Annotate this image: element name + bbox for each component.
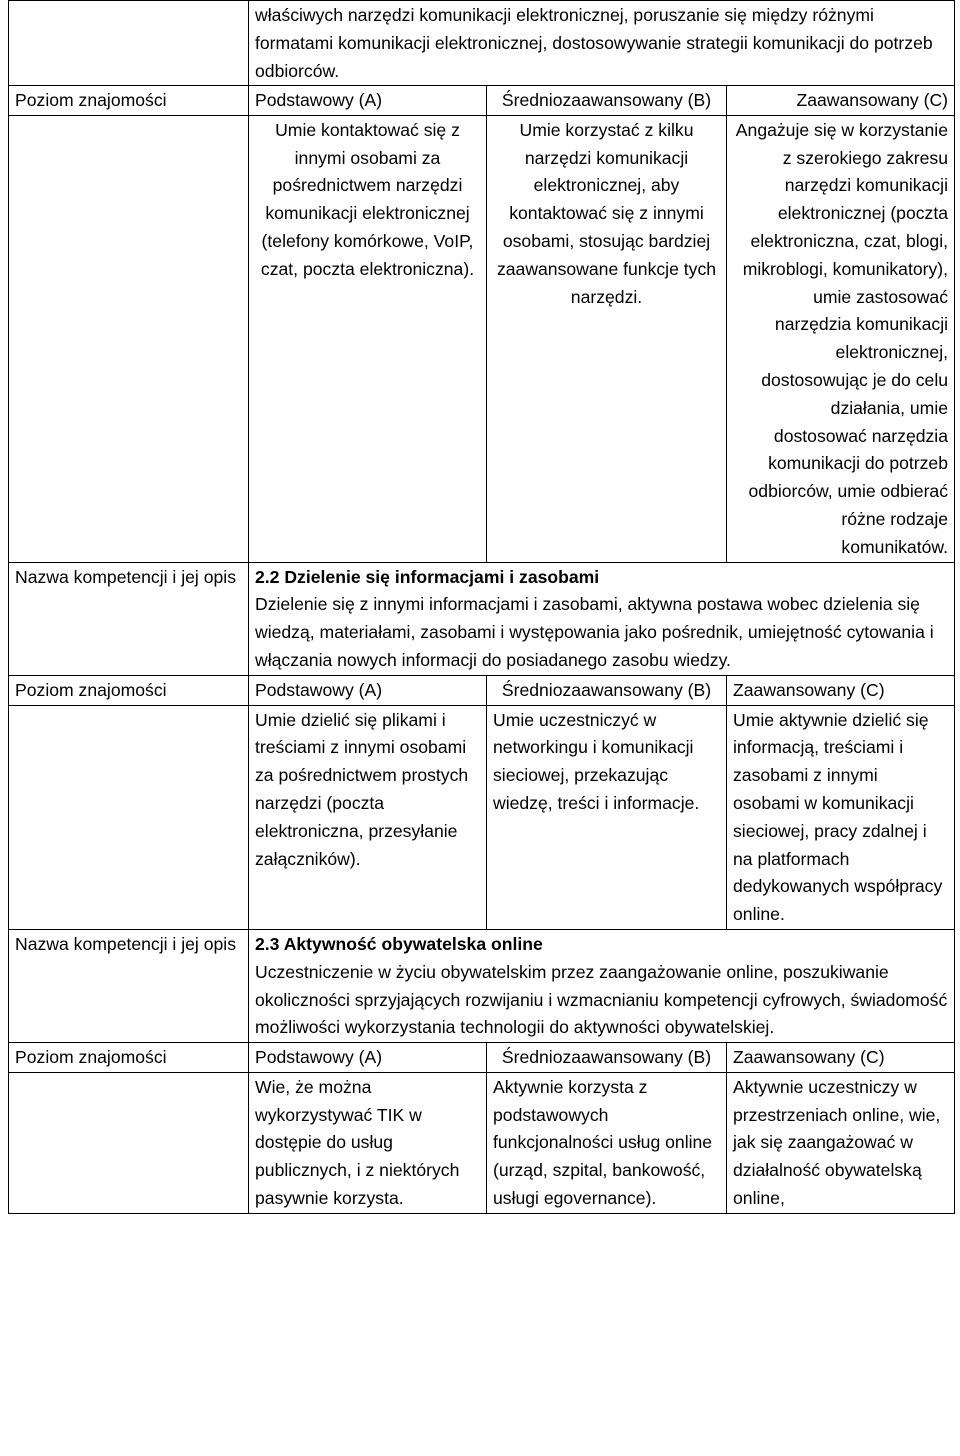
level-description-row bbox=[9, 705, 955, 929]
level-description-row bbox=[9, 115, 955, 562]
level-intermediate-description: Aktywnie korzysta z podstawowych funkcjonalności usług online (urząd, szpital, bankowość, usługi egovernance). bbox=[487, 1072, 727, 1213]
level-intermediate-header: Średniozaawansowany (B) bbox=[487, 675, 727, 705]
level-header-label: Poziom znajomości bbox=[9, 86, 249, 116]
empty-cell bbox=[9, 1072, 249, 1213]
level-intermediate-header: Średniozaawansowany (B) bbox=[487, 1043, 727, 1073]
level-intermediate-description: Umie korzystać z kilku narzędzi komunikacji elektronicznej, aby kontaktować się z innymi osobami, stosując bardziej zaawansowane funkcje tych narzędzi. bbox=[487, 115, 727, 562]
competence-description-cell bbox=[249, 929, 955, 1042]
competence-description: Dzielenie się z innymi informacjami i zasobami, aktywna postawa wobec dzielenia się wiedzą, materiałami, zasobami i występowania jako pośrednik, umiejętność cytowania i włączania nowych informacji do posiadanego zasobu wiedzy. bbox=[255, 594, 934, 670]
level-basic-description: Umie kontaktować się z innymi osobami za pośrednictwem narzędzi komunikacji elektronicznej (telefony komórkowe, VoIP, czat, poczta elektroniczna). bbox=[249, 115, 487, 562]
competence-row bbox=[9, 929, 955, 1042]
level-advanced-header: Zaawansowany (C) bbox=[727, 1043, 955, 1073]
level-basic-header: Podstawowy (A) bbox=[249, 1043, 487, 1073]
level-advanced-description: Umie aktywnie dzielić się informacją, treściami i zasobami z innymi osobami w komunikacji sieciowej, pracy zdalnej i na platformach dedykowanych współpracy online. bbox=[727, 705, 955, 929]
empty-cell bbox=[9, 115, 249, 562]
level-description-row bbox=[9, 1072, 955, 1213]
level-intermediate-header: Średniozaawansowany (B) bbox=[487, 86, 727, 116]
competence-label: Nazwa kompetencji i jej opis bbox=[9, 929, 249, 1042]
level-basic-header: Podstawowy (A) bbox=[249, 675, 487, 705]
level-basic-description: Umie dzielić się plikami i treściami z innymi osobami za pośrednictwem prostych narzędzi (poczta elektroniczna, przesyłanie załączników). bbox=[249, 705, 487, 929]
competence-description: Uczestniczenie w życiu obywatelskim przez zaangażowanie online, poszukiwanie okoliczności sprzyjających rozwijaniu i wzmacnianiu kompetencji cyfrowych, świadomość możliwości wykorzystania technologii do aktywności obywatelskiej. bbox=[255, 961, 948, 1038]
level-advanced-description: Aktywnie uczestniczy w przestrzeniach online, wie, jak się zaangażować w działalność obywatelską online, bbox=[727, 1072, 955, 1213]
competence-description-cell bbox=[249, 562, 955, 675]
level-header-row bbox=[9, 675, 955, 705]
competence-label: Nazwa kompetencji i jej opis bbox=[9, 562, 249, 675]
empty-cell bbox=[9, 705, 249, 929]
level-advanced-header: Zaawansowany (C) bbox=[727, 675, 955, 705]
level-advanced-header: Zaawansowany (C) bbox=[727, 86, 955, 116]
empty-label-cell bbox=[9, 1, 249, 86]
continuation-row bbox=[9, 1, 955, 86]
level-basic-header: Podstawowy (A) bbox=[249, 86, 487, 116]
level-header-label: Poziom znajomości bbox=[9, 1043, 249, 1073]
competence-title: 2.3 Aktywność obywatelska online bbox=[255, 933, 543, 954]
level-basic-description: Wie, że można wykorzystywać TIK w dostępie do usług publicznych, i z niektórych pasywnie korzysta. bbox=[249, 1072, 487, 1213]
level-header-row bbox=[9, 1043, 955, 1073]
level-header-row bbox=[9, 86, 955, 116]
competence-table bbox=[8, 0, 955, 1214]
level-intermediate-description: Umie uczestniczyć w networkingu i komunikacji sieciowej, przekazując wiedzę, treści i informacje. bbox=[487, 705, 727, 929]
competence-row bbox=[9, 562, 955, 675]
competence-title: 2.2 Dzielenie się informacjami i zasobami bbox=[255, 566, 600, 587]
level-advanced-description: Angażuje się w korzystanie z szerokiego zakresu narzędzi komunikacji elektronicznej (poczta elektroniczna, czat, blogi, mikroblogi, komunikatory), umie zastosować narzędzia komunikacji elektronicznej, dostosowując je do celu działania, umie dostosować narzędzia komunikacji do potrzeb odbiorców, umie odbierać różne rodzaje komunikatów. bbox=[727, 115, 955, 562]
continued-description: właściwych narzędzi komunikacji elektronicznej, poruszanie się między różnymi formatami komunikacji elektronicznej, dostosowywanie strategii komunikacji do potrzeb odbiorców. bbox=[249, 1, 955, 86]
level-header-label: Poziom znajomości bbox=[9, 675, 249, 705]
